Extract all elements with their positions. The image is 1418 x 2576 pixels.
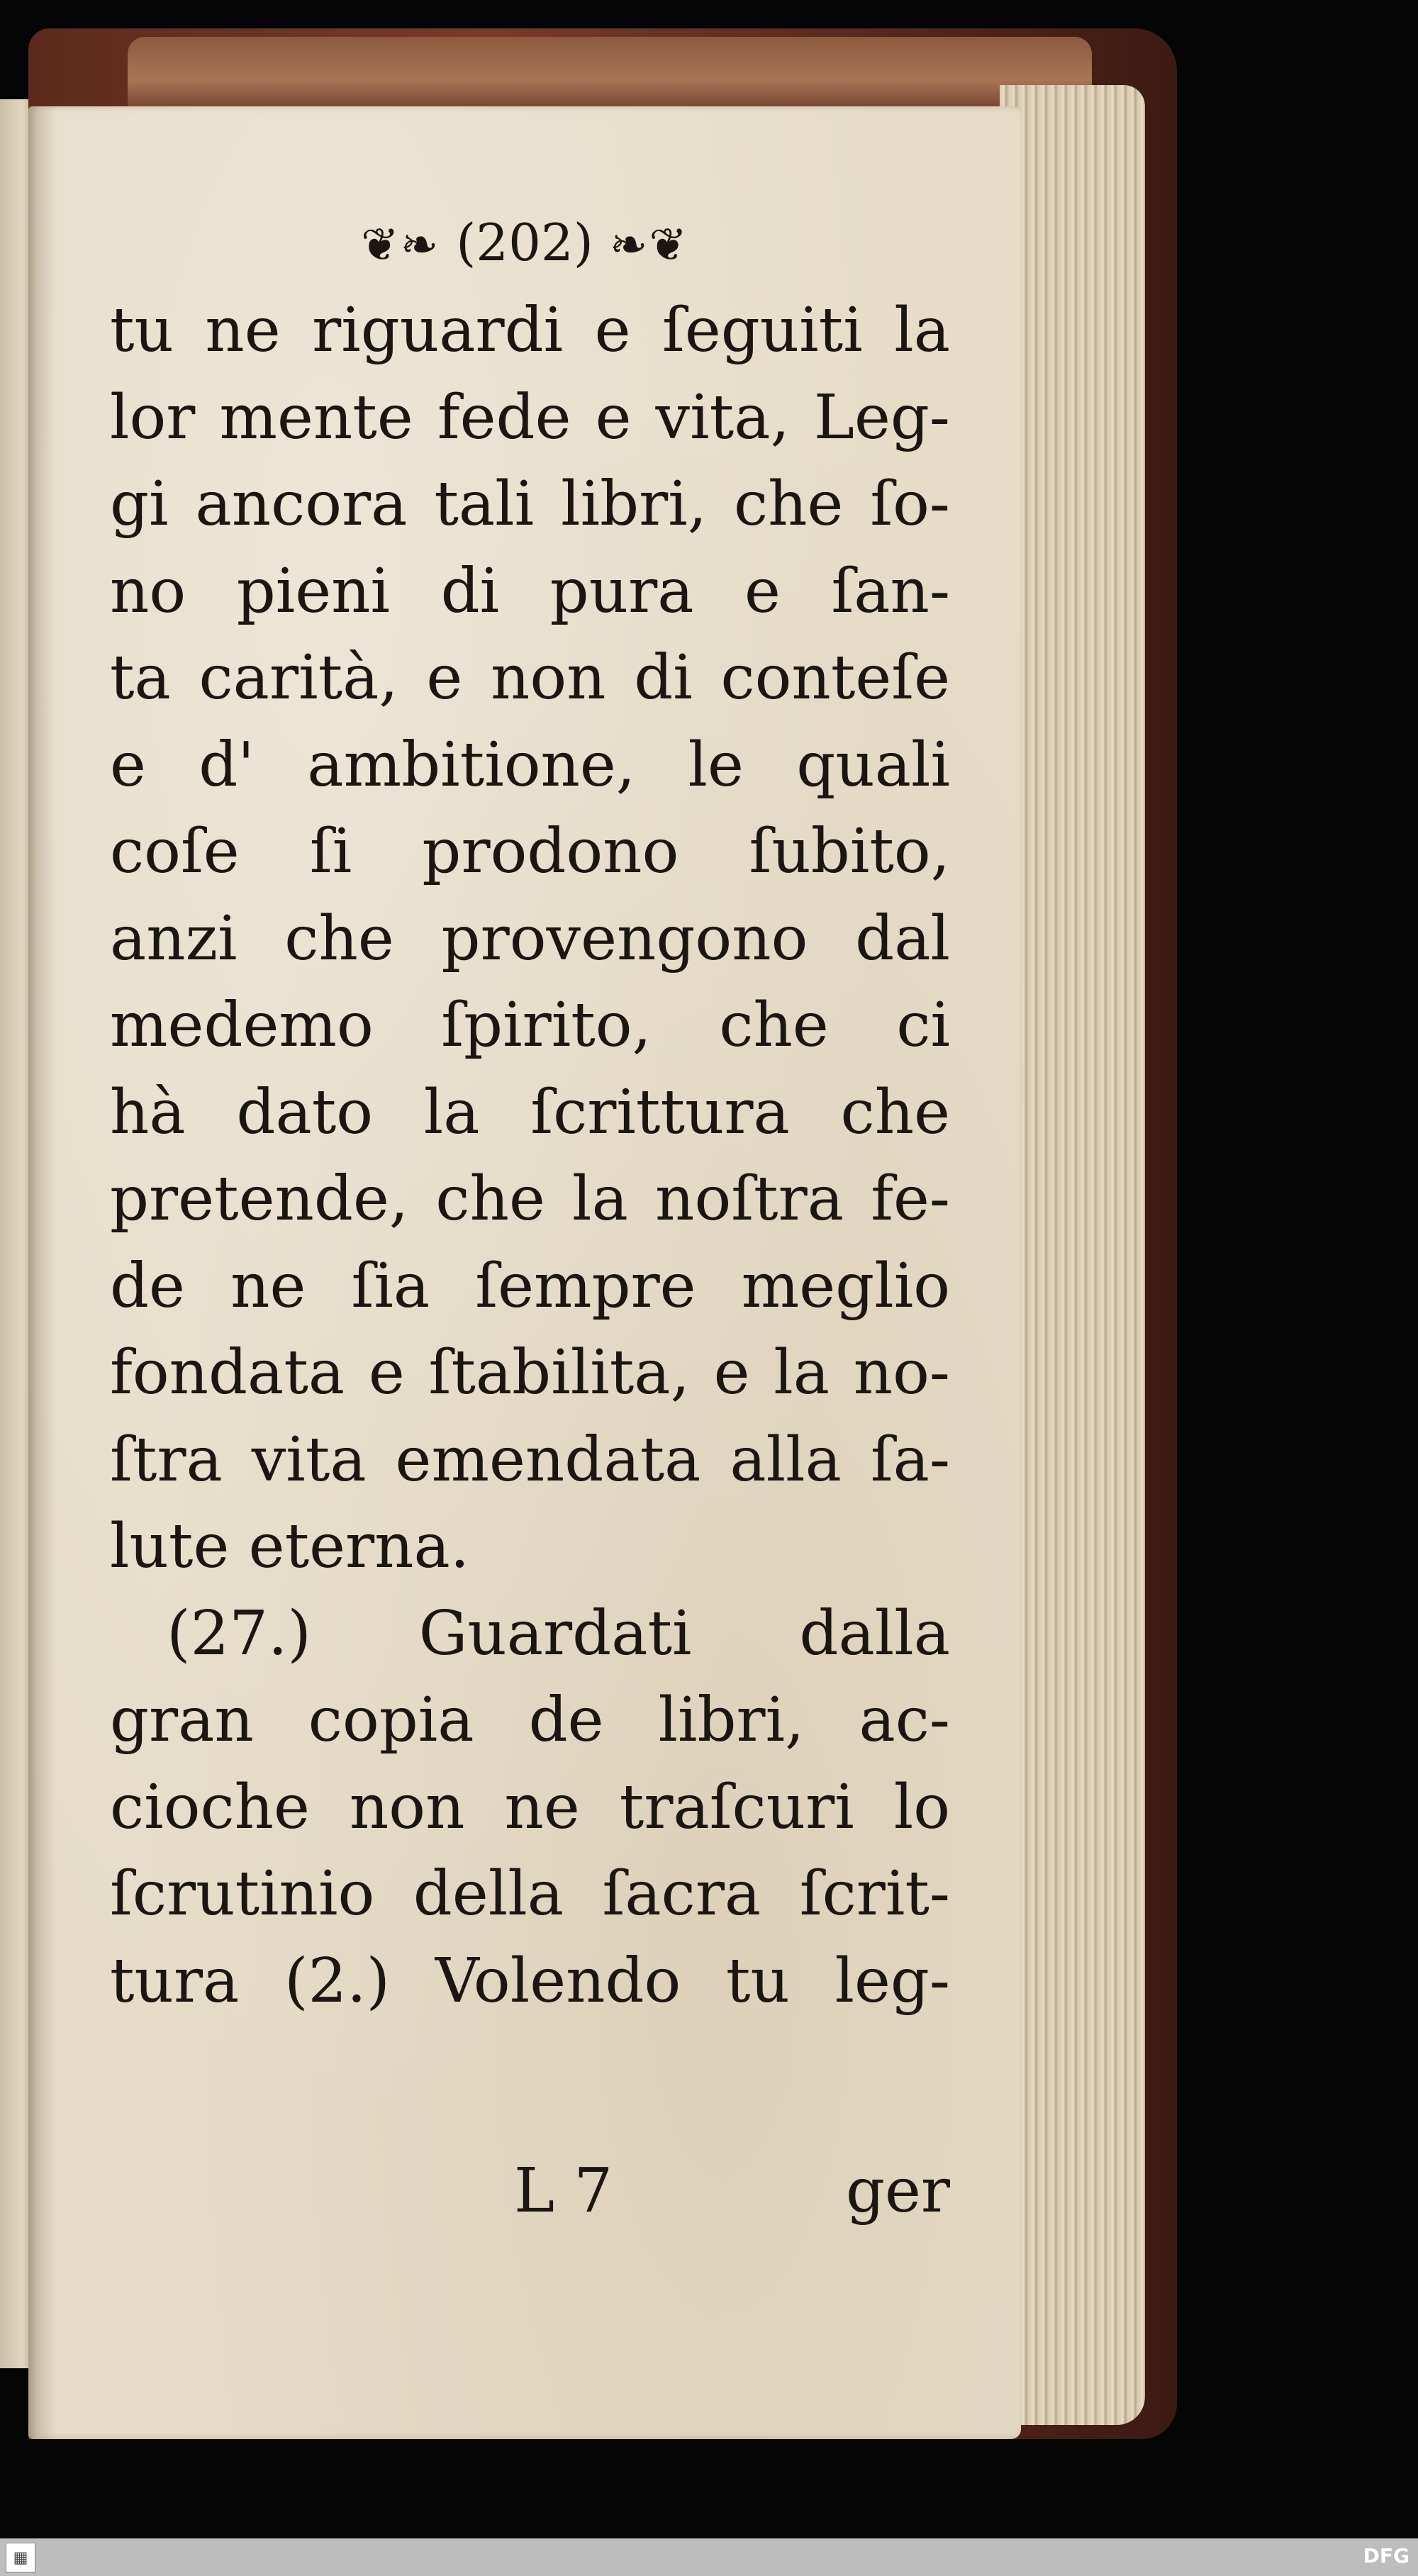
text-line: ſtra vita emendata alla ſa- — [110, 1424, 950, 1495]
text-line: lor mente fede e vita, Leg- — [110, 381, 950, 453]
text-line: hà dato la ſcrittura che — [110, 1076, 950, 1148]
text-line: e d' ambitione, le quali — [110, 729, 950, 801]
dfg-logo: DFG — [1363, 2544, 1409, 2567]
page-number: (202) — [456, 213, 593, 272]
text-line: fondata e ſtabilita, e la no- — [110, 1337, 950, 1408]
text-line: ſcrutinio della ſacra ſcrit- — [110, 1858, 950, 1929]
text-line: gi ancora tali libri, che ſo- — [110, 469, 950, 540]
text-line: coſe ſi prodono ſubito, — [110, 816, 950, 887]
book-page — [28, 106, 1021, 2439]
text-line: ta carità, e non di conteſe — [110, 642, 950, 713]
page-edges — [1000, 85, 1145, 2425]
text-line: cioche non ne traſcuri lo — [110, 1771, 950, 1843]
text-line: (27.) Guardati dalla — [167, 1598, 950, 1669]
text-line: tura (2.) Volendo tu leg- — [110, 1945, 950, 2017]
text-line: lute eterna. — [110, 1511, 470, 1582]
text-line: de ne ſia ſempre meglio — [110, 1250, 950, 1322]
text-line: medemo ſpirito, che ci — [110, 990, 950, 1061]
cover-top-edge — [128, 37, 1092, 115]
header-ornament-right: ❧❦ — [609, 219, 688, 272]
library-logo-icon: ▦ — [6, 2543, 35, 2572]
page-body — [110, 287, 950, 2024]
page-footer — [110, 2156, 950, 2241]
text-line: tu ne riguardi e ſeguiti la — [110, 295, 950, 366]
signature-mark: L 7 — [514, 2156, 613, 2226]
viewer-footer-bar — [0, 2538, 1418, 2576]
page-header — [28, 213, 1021, 272]
gutter-shadow — [28, 106, 57, 2439]
text-line: anzi che provengono dal — [110, 903, 950, 974]
text-line: pretende, che la noſtra fe- — [110, 1164, 950, 1234]
text-line: gran copia de libri, ac- — [110, 1685, 950, 1756]
header-ornament-left: ❦❧ — [361, 219, 440, 272]
catchword: ger — [845, 2156, 950, 2226]
text-line: no pieni di pura e ſan- — [110, 555, 950, 627]
